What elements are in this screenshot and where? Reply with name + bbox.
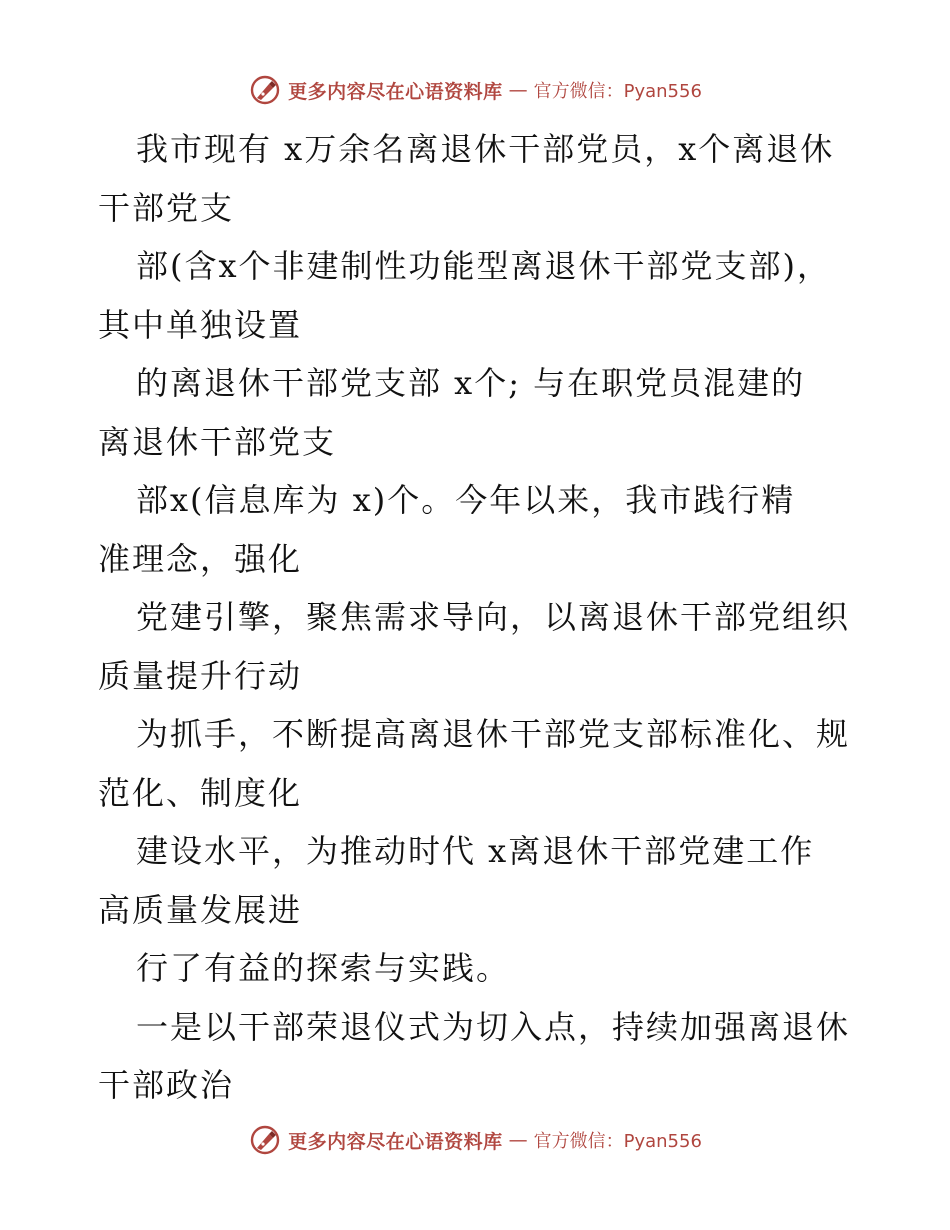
paragraph-line: 的离退休干部党支部 x个; 与在职党员混建的 <box>136 364 806 402</box>
paragraph-line: 行了有益的探索与实践。 <box>136 949 511 987</box>
paragraph-4 <box>98 471 858 588</box>
document-body <box>98 120 858 1115</box>
footer-banner <box>0 1120 950 1160</box>
paragraph-3 <box>98 354 858 471</box>
paragraph-line: 我市现有 x万余名离退休干部党员，x个离退休 <box>136 130 835 168</box>
paragraph-line: 建设水平，为推动时代 x离退休干部党建工作 <box>136 832 815 870</box>
header-banner <box>0 70 950 110</box>
paragraph-line: 一是以干部荣退仪式为切入点，持续加强离退休 <box>136 1007 851 1046</box>
paragraph-5 <box>98 588 858 705</box>
paragraph-9 <box>98 998 858 1115</box>
paragraph-line: 为抓手，不断提高离退休干部党支部标准化、规 <box>136 715 851 753</box>
paragraph-2 <box>98 237 858 354</box>
paragraph-line: 干部党支 <box>98 188 235 227</box>
header-separator: — <box>508 79 528 101</box>
footer-wechat-text: 官方微信：Pyan556 <box>533 1131 702 1152</box>
footer-brand-text: 更多内容尽在心语资料库 <box>288 1130 503 1153</box>
pen-nib-logo-icon <box>248 73 282 107</box>
paragraph-line: 质量提升行动 <box>98 656 303 695</box>
paragraph-8 <box>98 939 858 998</box>
footer-separator: — <box>508 1129 528 1151</box>
header-wechat-text: 官方微信：Pyan556 <box>533 81 702 102</box>
paragraph-line: 准理念，强化 <box>98 539 303 578</box>
paragraph-6 <box>98 705 858 822</box>
paragraph-line: 部(含x个非建制性功能型离退休干部党支部)， <box>136 247 832 285</box>
paragraph-1 <box>98 120 858 237</box>
paragraph-line: 高质量发展进 <box>98 890 303 929</box>
paragraph-7 <box>98 822 858 939</box>
paragraph-line: 范化、制度化 <box>98 773 303 812</box>
paragraph-line: 部x(信息库为 x)个。今年以来，我市践行精 <box>136 481 796 519</box>
pen-nib-logo-icon <box>248 1123 282 1157</box>
paragraph-line: 党建引擎，聚焦需求导向，以离退休干部党组织 <box>136 598 851 636</box>
paragraph-line: 离退休干部党支 <box>98 422 337 461</box>
header-brand-text: 更多内容尽在心语资料库 <box>288 80 503 103</box>
paragraph-line: 其中单独设置 <box>98 305 303 344</box>
paragraph-line: 干部政治 <box>98 1066 235 1104</box>
